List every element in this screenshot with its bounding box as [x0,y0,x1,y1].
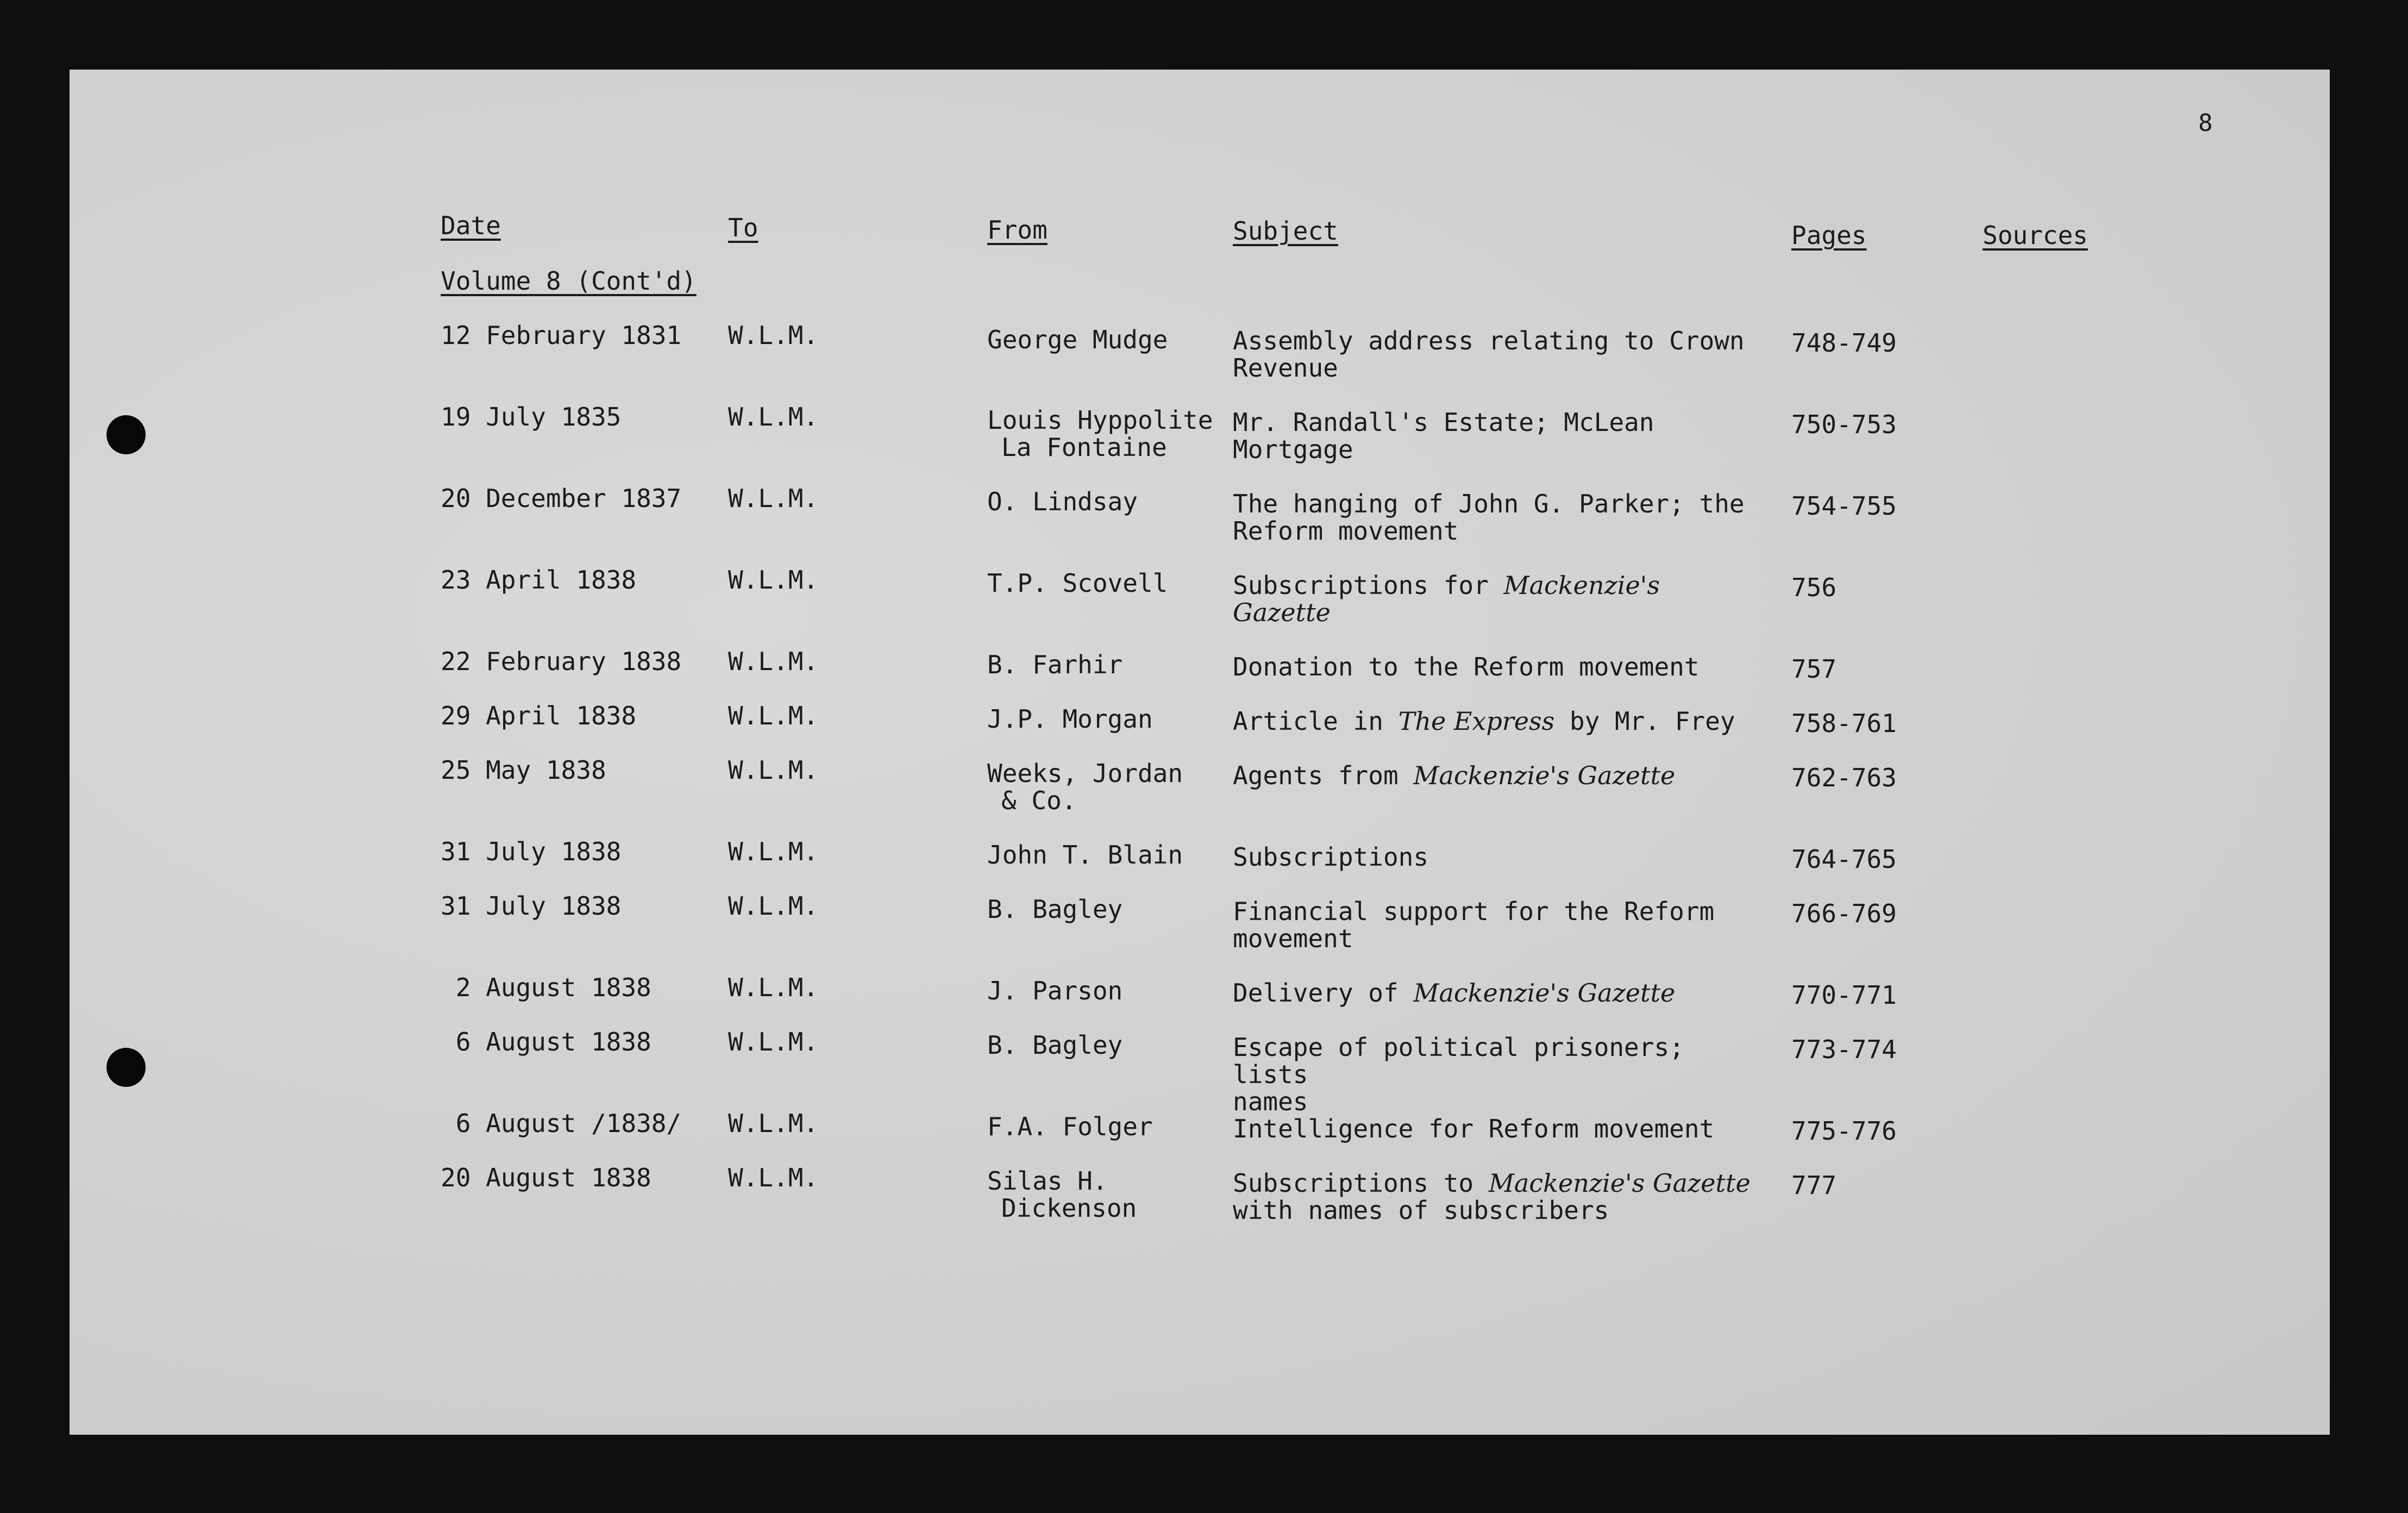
row-from: B. Bagley [987,895,1123,924]
row-subject: Delivery of Mackenzie's Gazette [1233,978,1676,1008]
row-pages: 773-774 [1791,1035,1897,1064]
row-date: 2 August 1838 [441,973,651,1002]
row-subject: Intelligence for Reform movement [1233,1114,1715,1143]
row-from: B. Bagley [987,1030,1123,1060]
row-from: J. Parson [987,976,1123,1005]
row-date: 23 April 1838 [441,565,637,595]
row-subject: Subscriptions [1233,842,1429,872]
row-from: B. Farhir [987,650,1123,679]
row-from: John T. Blain [987,840,1183,870]
header-date: Date [441,211,501,240]
row-date: 6 August 1838 [441,1027,651,1056]
row-subject: Financial support for the Reform movement [1233,897,1715,953]
header-pages: Pages [1791,221,1867,250]
row-subject: Donation to the Reform movement [1233,652,1700,682]
row-subject: Subscriptions for Mackenzie's Gazette [1233,571,1660,627]
row-subject: Mr. Randall's Estate; McLean Mortgage [1233,408,1654,464]
row-from: George Mudge [987,325,1168,354]
row-to: W.L.M. [728,1027,819,1056]
row-to: W.L.M. [728,402,819,432]
row-to: W.L.M. [728,321,819,350]
row-subject: Assembly address relating to Crown Revenue [1233,326,1745,383]
row-date: 29 April 1838 [441,701,637,730]
row-pages: 750-753 [1791,410,1897,439]
row-from: Weeks, Jordan & Co. [987,759,1183,815]
row-pages: 770-771 [1791,980,1897,1010]
row-pages: 756 [1791,573,1837,602]
row-date: 12 February 1831 [441,321,682,350]
row-to: W.L.M. [728,891,819,921]
header-from: From [987,215,1048,245]
row-pages: 764-765 [1791,845,1897,874]
row-to: W.L.M. [728,565,819,595]
header-sources: Sources [1983,221,2088,250]
punch-hole-upper [106,415,146,454]
row-to: W.L.M. [728,1163,819,1192]
row-date: 31 July 1838 [441,891,622,921]
row-subject: Escape of political prisoners; lists names [1233,1033,1684,1116]
row-date: 25 May 1838 [441,755,606,785]
row-subject: The hanging of John G. Parker; the Reform movement [1233,489,1745,546]
row-subject: Agents from Mackenzie's Gazette [1233,761,1676,790]
row-from: O. Lindsay [987,487,1138,516]
row-subject: Article in The Express by Mr. Frey [1233,707,1735,736]
row-to: W.L.M. [728,837,819,866]
page-number: 8 [2198,109,2213,137]
row-to: W.L.M. [728,701,819,730]
row-to: W.L.M. [728,484,819,513]
row-to: W.L.M. [728,1109,819,1138]
punch-hole-lower [106,1048,146,1087]
row-pages: 758-761 [1791,709,1897,738]
row-subject: Subscriptions to Mackenzie's Gazette with names of subscribers [1233,1168,1751,1225]
header-to: To [728,213,758,242]
row-from: Silas H. Dickenson [987,1166,1137,1223]
row-date: 20 August 1838 [441,1163,651,1192]
row-to: W.L.M. [728,647,819,676]
row-pages: 777 [1791,1171,1837,1200]
row-date: 19 July 1835 [441,402,622,432]
row-from: F.A. Folger [987,1112,1153,1141]
row-pages: 775-776 [1791,1116,1897,1146]
row-from: J.P. Morgan [987,704,1153,734]
row-from: Louis Hyppolite La Fontaine [987,405,1213,462]
row-pages: 754-755 [1791,491,1897,521]
row-pages: 762-763 [1791,763,1897,792]
row-date: 31 July 1838 [441,837,622,866]
document-page [70,70,2330,1435]
row-date: 6 August /1838/ [441,1109,682,1138]
row-to: W.L.M. [728,973,819,1002]
header-subject: Subject [1233,216,1338,246]
row-pages: 766-769 [1791,899,1897,928]
row-from: T.P. Scovell [987,568,1168,598]
row-pages: 748-749 [1791,328,1897,358]
row-to: W.L.M. [728,755,819,785]
row-date: 20 December 1837 [441,484,682,513]
volume-label: Volume 8 (Cont'd) [441,266,697,296]
row-pages: 757 [1791,654,1837,684]
row-date: 22 February 1838 [441,647,682,676]
